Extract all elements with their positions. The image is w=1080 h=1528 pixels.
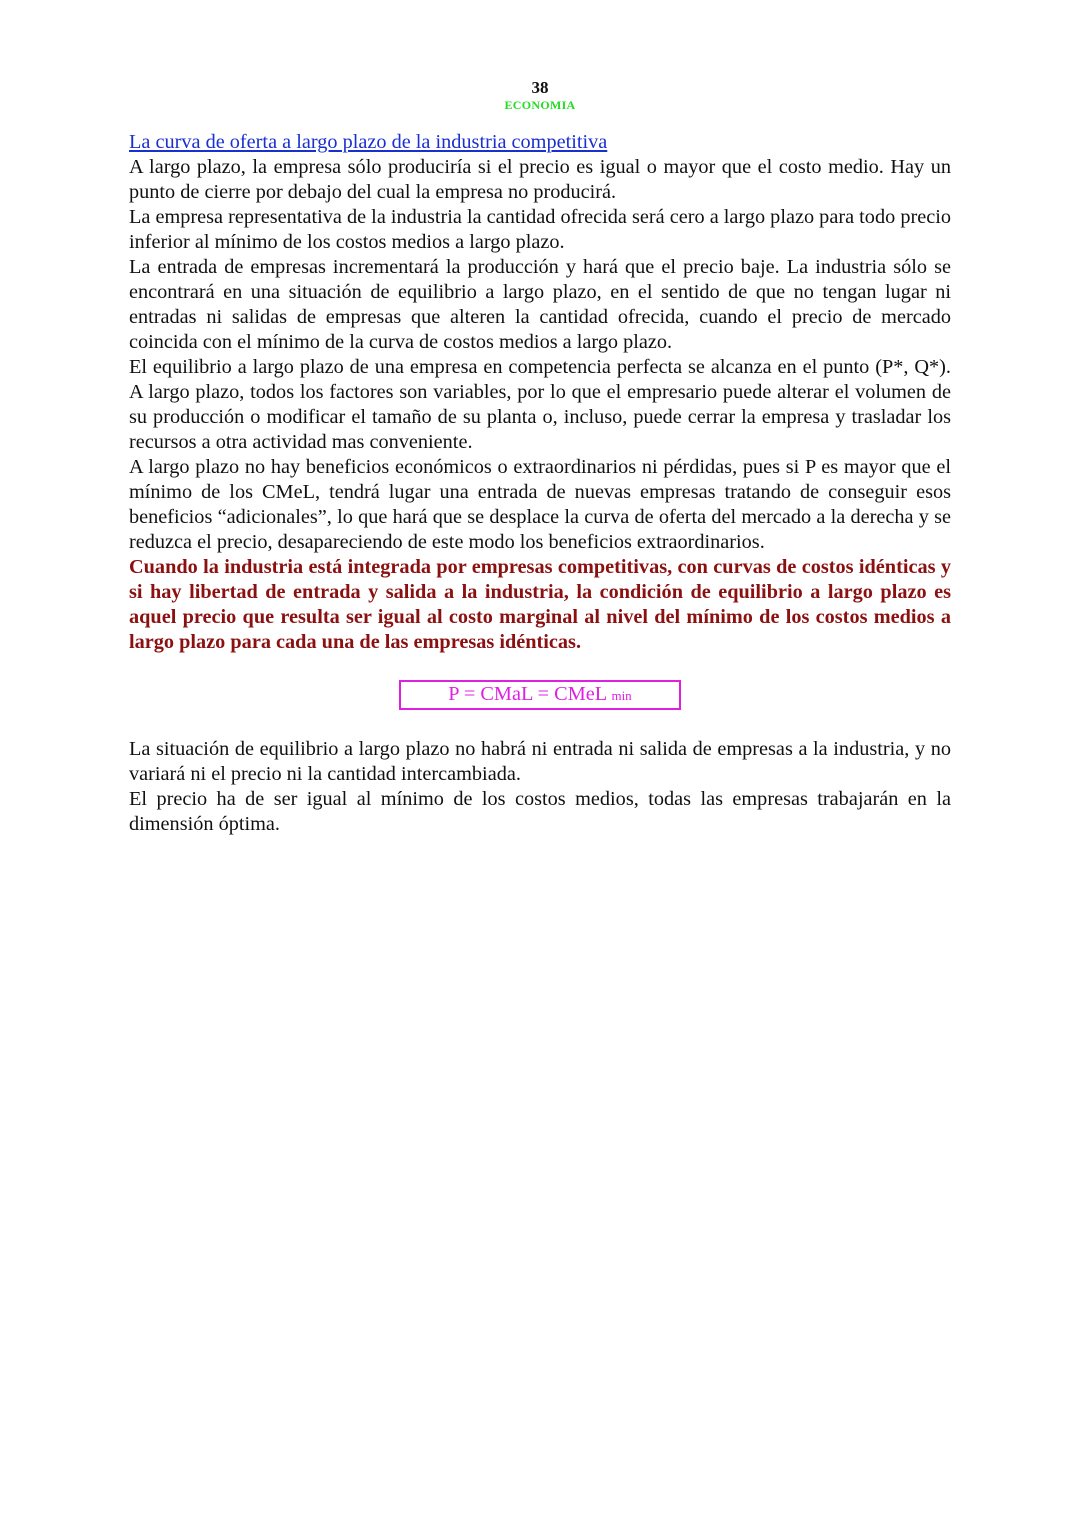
document-body <box>129 130 951 837</box>
page-number: 38 <box>531 78 549 97</box>
formula-container <box>129 680 951 710</box>
paragraph: La entrada de empresas incrementará la producción y hará que el precio baje. La industria sólo se encontrará en una situación de equilibrio a largo plazo, en el sentido de que no tengan lugar ni entradas ni salidas de empresas que alteren la cantidad ofrecida, cuando el precio de mercado coincida con el mínimo de la curva de costos medios a largo plazo. <box>129 256 951 353</box>
section-title: La curva de oferta a largo plazo de la industria competitiva <box>129 131 608 153</box>
paragraph: El equilibrio a largo plazo de una empresa en competencia perfecta se alcanza en el punto (P*, Q*). A largo plazo, todos los factores son variables, por lo que el empresario puede alterar el volumen de su producción o modificar el tamaño de su planta o, incluso, puede cerrar la empresa y trasladar los recursos a otra actividad mas conveniente. <box>129 356 951 453</box>
paragraph: La situación de equilibrio a largo plazo no habrá ni entrada ni salida de empresas a la industria, y no variará ni el precio ni la cantidad intercambiada. <box>129 738 951 785</box>
equilibrium-formula <box>399 680 681 710</box>
paragraph: A largo plazo, la empresa sólo produciría si el precio es igual o mayor que el costo medio. Hay un punto de cierre por debajo del cual la empresa no producirá. <box>129 156 951 203</box>
paragraph: A largo plazo no hay beneficios económicos o extraordinarios ni pérdidas, pues si P es mayor que el mínimo de los CMeL, tendrá lugar una entrada de nuevas empresas tratando de conseguir esos beneficios “adicionales”, lo que hará que se desplace la curva de oferta del mercado a la derecha y se reduzca el precio, desapareciendo de este modo los beneficios extraordinarios. <box>129 456 951 553</box>
header-label: ECONOMIA <box>504 98 576 112</box>
page-header <box>0 78 1080 113</box>
paragraph: La empresa representativa de la industria la cantidad ofrecida será cero a largo plazo para todo precio inferior al mínimo de los costos medios a largo plazo. <box>129 206 951 253</box>
highlight-paragraph: Cuando la industria está integrada por empresas competitivas, con curvas de costos idénticas y si hay libertad de entrada y salida a la industria, la condición de equilibrio a largo plazo es aquel precio que resulta ser igual al costo marginal al nivel del mínimo de los costos medios a largo plazo para cada una de las empresas idénticas. <box>129 556 951 653</box>
formula-subscript: min <box>611 688 632 703</box>
formula-main: P = CMaL = CMeL <box>448 683 612 705</box>
paragraph: El precio ha de ser igual al mínimo de los costos medios, todas las empresas trabajarán en la dimensión óptima. <box>129 788 951 835</box>
